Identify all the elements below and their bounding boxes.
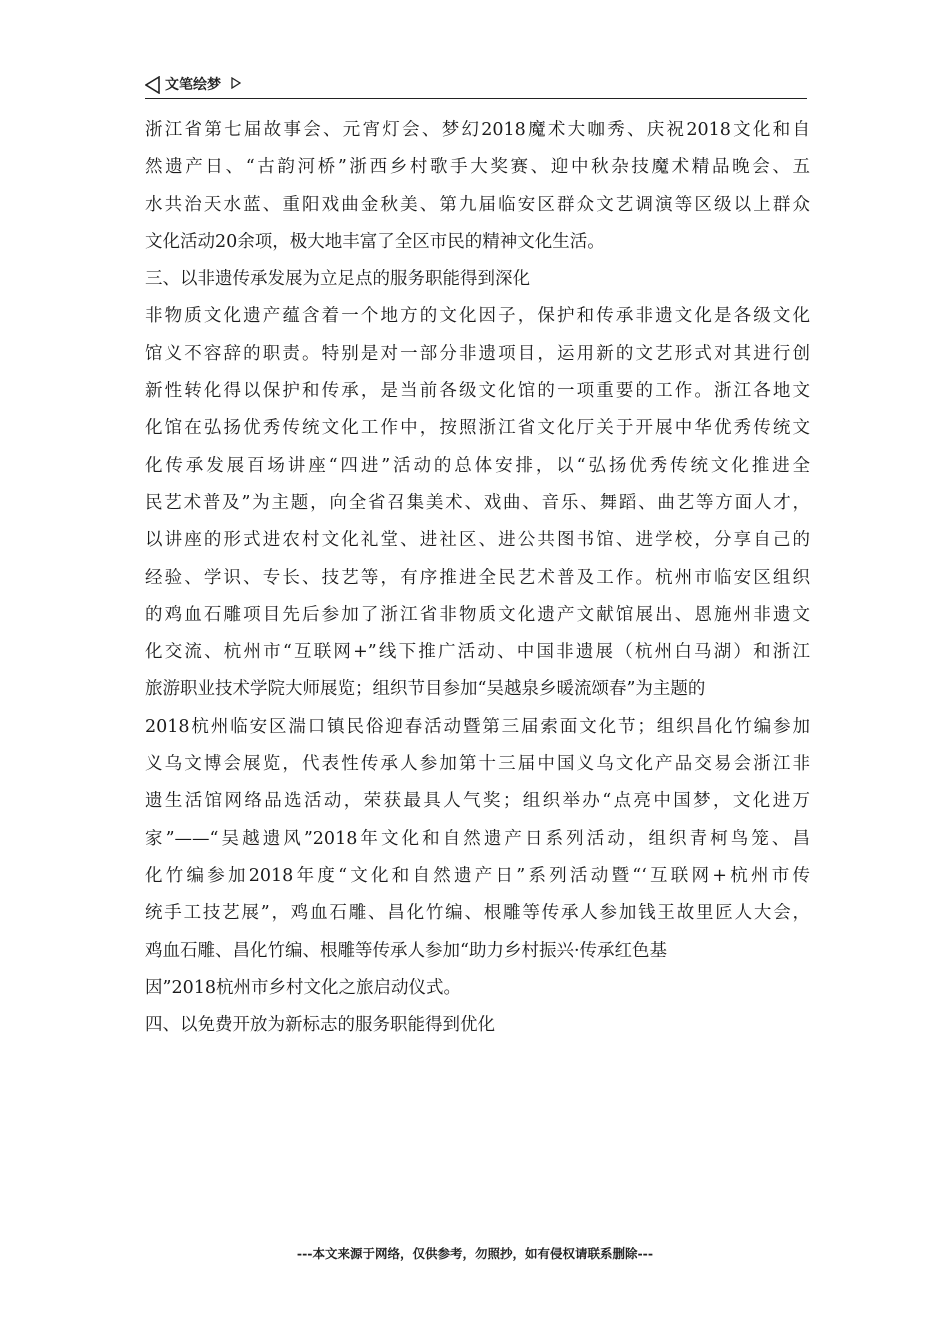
text-line: 经验、学识、专长、技艺等，有序推进全民艺术普及工作。杭州市临安区组织 [145,567,810,588]
text-line: 文化活动20余项，极大地丰富了全区市民的精神文化生活。 [145,231,605,252]
text-line: 浙江省第七届故事会、元宵灯会、梦幻2018魔术大咖秀、庆祝2018文化和自 [145,120,810,140]
footer-disclaimer: ---本文来源于网络，仅供参考，勿照抄，如有侵权请联系删除--- [296,1246,654,1261]
text-line: 以讲座的形式进农村文化礼堂、进社区、进公共图书馆、进学校，分享自己的 [145,530,810,551]
text-line: 旅游职业技术学院大师展览；组织节目参加“吴越泉乡暖流颂春”为主题的 [145,679,706,700]
document-body [145,112,810,1044]
text-line: 三、以非遗传承发展为立足点的服务职能得到深化 [145,269,530,290]
text-line: 化交流、杭州市“互联网+”线下推广活动、中国非遗展（杭州白马湖）和浙江 [145,642,810,663]
text-line: 水共治天水蓝、重阳戏曲金秋美、第九届临安区群众文艺调演等区级以上群众 [145,194,810,215]
text-line: 鸡血石雕、昌化竹编、根雕等传承人参加“助力乡村振兴·传承红色基 [145,940,668,961]
triangle-left-icon [145,76,161,94]
triangle-right-icon [231,77,241,89]
text-line: 因”2018杭州市乡村文化之旅启动仪式。 [145,977,461,998]
text-line: 非物质文化遗产蕴含着一个地方的文化因子，保护和传承非遗文化是各级文化 [145,306,810,327]
text-line: 义乌文博会展览，代表性传承人参加第十三届中国义乌文化产品交易会浙江非 [145,754,810,775]
text-line: 化竹编参加2018年度“文化和自然遗产日”系列活动暨“‘互联网+杭州市传 [145,865,810,886]
text-line: 民艺术普及”为主题，向全省召集美术、戏曲、音乐、舞蹈、曲艺等方面人才， [145,492,810,513]
text-line: 2018杭州临安区湍口镇民俗迎春活动暨第三届索面文化节；组织昌化竹编参加 [145,716,810,737]
text-line: 四、以免费开放为新标志的服务职能得到优化 [145,1015,495,1036]
page-header [145,74,807,99]
header-title: 文笔绘梦 [165,77,221,93]
text-line: 新性转化得以保护和传承，是当前各级文化馆的一项重要的工作。浙江各地文 [145,381,810,402]
text-line: 馆义不容辞的职责。特别是对一部分非遗项目，运用新的文艺形式对其进行创 [145,343,810,364]
text-line: 遗生活馆网络品选活动，荣获最具人气奖；组织举办“点亮中国梦，文化进万 [145,791,810,812]
text-line: 化传承发展百场讲座“四进”活动的总体安排，以“弘扬优秀传统文化推进全 [145,455,810,476]
text-line: 家”——“吴越遗风”2018年文化和自然遗产日系列活动，组织青柯鸟笼、昌 [145,828,810,849]
text-line: 统手工技艺展”，鸡血石雕、昌化竹编、根雕等传承人参加钱王故里匠人大会， [145,903,810,924]
text-line: 然遗产日、“古韵河桥”浙西乡村歌手大奖赛、迎中秋杂技魔术精品晚会、五 [145,157,810,178]
text-line: 的鸡血石雕项目先后参加了浙江省非物质文化遗产文献馆展出、恩施州非遗文 [145,604,810,625]
text-line: 化馆在弘扬优秀传统文化工作中，按照浙江省文化厅关于开展中华优秀传统文 [145,418,810,439]
